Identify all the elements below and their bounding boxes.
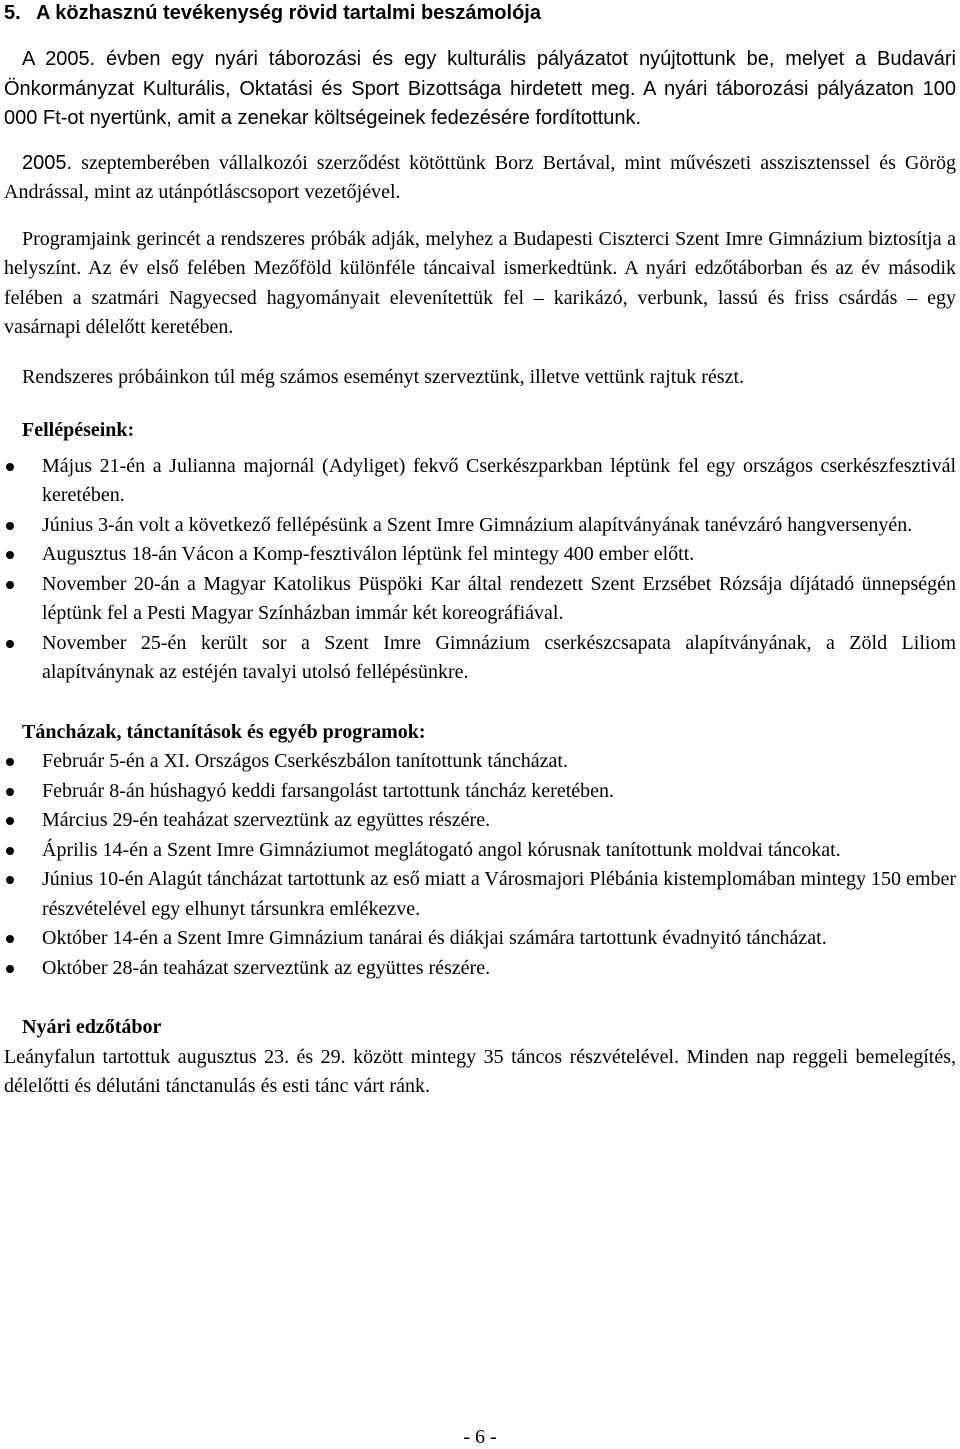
list-item	[4, 777, 956, 807]
list-item-text: November 20-án a Magyar Katolikus Püspöki Kar által rendezett Szent Erzsébet Rózsája díjátadó ünnepségén léptünk fel a Pesti Magyar Színházban immár két koreográfiával.	[42, 572, 956, 624]
page-number: - 6 -	[463, 1426, 497, 1448]
paragraph-events: Rendszeres próbáinkon túl még számos eseményt szerveztünk, illetve vettünk rajtuk részt.	[22, 365, 745, 388]
spacer	[4, 688, 956, 718]
bullet-icon	[6, 640, 14, 648]
list-item	[4, 540, 956, 570]
dance-houses-heading: Táncházak, tánctanítások és egyéb programok:	[22, 720, 426, 743]
list-item-text: Május 21-én a Julianna majornál (Adyliget) fekvő Cserkészparkban léptünk fel egy országos cserkészfesztivál keretében.	[42, 454, 956, 506]
list-item	[4, 865, 956, 924]
summer-camp-heading: Nyári edzőtábor	[22, 1016, 162, 1038]
paragraph-contracts-year: 2005.	[22, 151, 73, 174]
section-heading	[4, 0, 956, 30]
bullet-icon	[6, 817, 14, 825]
spacer	[4, 392, 956, 416]
bullet-icon	[6, 876, 14, 884]
list-item-text: Március 29-én teaházat szerveztünk az együttes részére.	[42, 809, 491, 831]
bullet-icon	[6, 935, 14, 943]
list-item-text: Október 14-én a Szent Imre Gimnázium tanárai és diákjai számára tartottunk évadnyitó táncházat.	[42, 927, 827, 949]
performances-heading: Fellépéseink:	[22, 419, 135, 441]
document-page	[4, 0, 956, 1102]
list-item-text: Október 28-án teaházat szerveztünk az együttes részére.	[42, 956, 491, 979]
spacer	[4, 208, 956, 225]
bullet-icon	[6, 522, 14, 530]
list-item	[4, 954, 956, 984]
section-number: 5.	[4, 2, 21, 24]
list-item-text: Február 5-én a XI. Országos Cserkészbálon tanítottunk táncházat.	[42, 750, 568, 772]
paragraph-contracts-text: szeptemberében vállalkozói szerződést kötöttünk Borz Bertával, mint művészeti asszisztenssel és Görög Andrással, mint az utánpótláscsoport vezetőjével.	[4, 151, 956, 203]
paragraph-programs: Programjaink gerincét a rendszeres próbák adják, melyhez a Budapesti Ciszterci Szent Imre Gimnázium biztosítja a helyszínt. Az év első felében Mezőföld különféle táncaival ismerkedtünk. A nyári edzőtáborban és az év második felében a szatmári Nagyecsed hagyományait elevenítettük fel – karikázó, verbunk, lassú és friss csárdás – egy vasárnapi délelőtt keretében.	[4, 227, 956, 338]
list-item-text: November 25-én került sor a Szent Imre Gimnázium cserkészcsapata alapítványának, a Zöld Liliom alapítványnak az estéjén tavalyi utolsó fellépésünkre.	[42, 631, 956, 683]
list-item	[4, 836, 956, 866]
paragraph-grant: A 2005. évben egy nyári táborozási és egy kulturális pályázatot nyújtottunk be, melyet a Budavári Önkormányzat Kulturális, Oktatási és Sport Bizottsága hirdetett meg. A nyári táborozási pályázaton 100 000 Ft-ot nyertünk, amit a zenekar költségeinek fedezésére fordítottunk.	[4, 48, 956, 129]
bullet-icon	[6, 965, 14, 973]
list-item	[4, 452, 956, 511]
summer-camp-text: Leányfalun tartottuk augusztus 23. és 29. között mintegy 35 táncos részvételével. Minden nap reggeli bemelegítés, délelőtti és délutáni tánctanulás és esti tánc várt ránk.	[4, 1045, 956, 1097]
dance-houses-list	[4, 747, 956, 983]
bullet-icon	[6, 847, 14, 855]
bullet-icon	[6, 581, 14, 589]
bullet-icon	[6, 551, 14, 559]
bullet-icon	[6, 758, 14, 766]
list-item	[4, 747, 956, 777]
list-item-text: Június 3-án volt a következő fellépésünk a Szent Imre Gimnázium alapítványának tanévzáró hangversenyén.	[42, 513, 913, 536]
list-item	[4, 924, 956, 954]
list-item	[4, 629, 956, 688]
list-item-text: Február 8-án húshagyó keddi farsangolást tartottunk táncház keretében.	[42, 779, 615, 802]
bullet-icon	[6, 788, 14, 796]
list-item-text: Április 14-én a Szent Imre Gimnáziumot meglátogató angol kórusnak tanítottunk moldvai táncokat.	[42, 838, 841, 861]
list-item-text: Június 10-én Alagút táncházat tartottunk az eső miatt a Városmajori Plébánia kistemplomában mintegy 150 ember részvételével egy elhunyt társunkra emlékezve.	[42, 868, 956, 920]
spacer	[4, 983, 956, 1013]
list-item	[4, 806, 956, 836]
spacer	[4, 134, 956, 149]
list-item-text: Augusztus 18-án Vácon a Komp-fesztiválon léptünk fel mintegy 400 ember előtt.	[42, 543, 695, 565]
section-title: A közhasznú tevékenység rövid tartalmi beszámolója	[36, 2, 541, 24]
list-item	[4, 511, 956, 541]
spacer	[4, 343, 956, 363]
paragraph-contracts	[4, 149, 956, 208]
list-item	[4, 570, 956, 629]
bullet-icon	[6, 463, 14, 471]
performances-list	[4, 452, 956, 688]
